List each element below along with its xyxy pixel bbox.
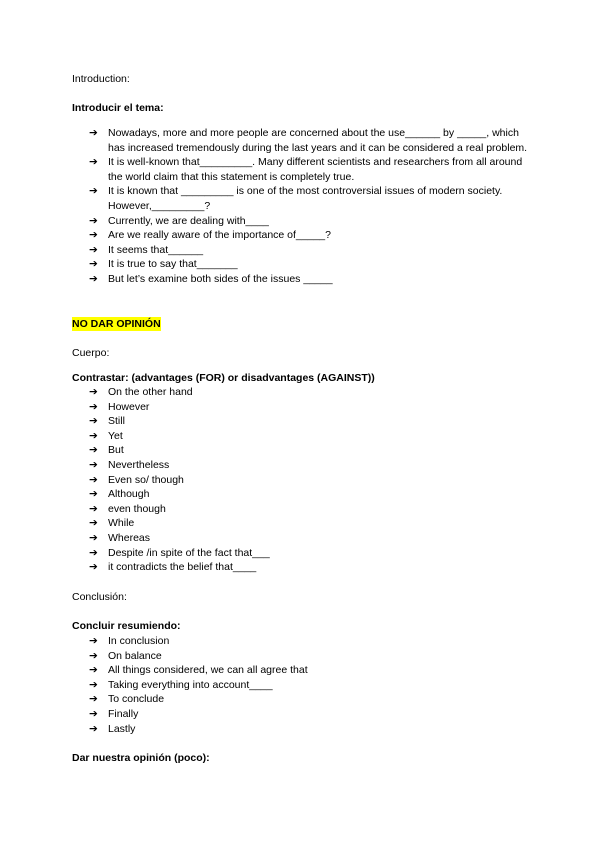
list-item — [89, 649, 529, 664]
list-item-text: even though — [108, 502, 166, 515]
arrow-bullet-icon: ➔ — [89, 400, 98, 413]
list-item-text: On balance — [108, 649, 162, 662]
list-item-text: Lastly — [108, 722, 136, 735]
list-item — [89, 243, 529, 258]
arrow-bullet-icon: ➔ — [89, 156, 98, 169]
list-item — [89, 487, 529, 502]
no-opinion-warning — [72, 318, 161, 330]
arrow-bullet-icon: ➔ — [89, 546, 98, 559]
list-item-text: But — [108, 444, 124, 457]
arrow-bullet-icon: ➔ — [89, 517, 98, 530]
body-subheading: Contrastar: (advantages (FOR) or disadvantages (AGAINST)) — [72, 372, 375, 384]
list-item-text: it contradicts the belief that____ — [108, 561, 257, 574]
list-item-text: While — [108, 517, 135, 530]
list-item — [89, 634, 529, 649]
arrow-bullet-icon: ➔ — [89, 561, 98, 574]
list-item — [89, 707, 529, 722]
highlighted-warning: NO DAR OPINIÓN — [72, 318, 161, 330]
intro-subheading: Introducir el tema: — [72, 102, 164, 114]
list-item-text: Although — [108, 488, 150, 501]
list-item — [89, 155, 529, 184]
list-item — [89, 385, 529, 400]
list-item-text: Whereas — [108, 531, 151, 544]
list-item — [89, 692, 529, 707]
arrow-bullet-icon: ➔ — [89, 444, 98, 457]
list-item — [89, 400, 529, 415]
arrow-bullet-icon: ➔ — [89, 127, 98, 139]
arrow-bullet-icon: ➔ — [89, 649, 98, 662]
list-item — [89, 414, 529, 429]
conclusion-list — [89, 634, 529, 736]
list-item-text: In conclusion — [108, 635, 170, 647]
list-item — [89, 184, 529, 213]
arrow-bullet-icon: ➔ — [89, 272, 98, 285]
body-list — [89, 385, 529, 575]
list-item — [89, 272, 529, 287]
arrow-bullet-icon: ➔ — [89, 458, 98, 471]
list-item — [89, 663, 529, 678]
arrow-bullet-icon: ➔ — [89, 243, 98, 256]
list-item — [89, 516, 529, 531]
list-item — [89, 228, 529, 243]
opinion-subheading: Dar nuestra opinión (poco): — [72, 752, 210, 764]
intro-heading: Introduction: — [72, 73, 130, 85]
conclusion-subheading: Concluir resumiendo: — [72, 620, 181, 632]
list-item — [89, 473, 529, 488]
arrow-bullet-icon: ➔ — [89, 531, 98, 544]
list-item-text: However — [108, 400, 150, 413]
list-item-text: Despite /in spite of the fact that___ — [108, 546, 270, 559]
arrow-bullet-icon: ➔ — [89, 229, 98, 242]
list-item — [89, 429, 529, 444]
arrow-bullet-icon: ➔ — [89, 258, 98, 271]
list-item-text: On the other hand — [108, 386, 193, 398]
conclusion-heading: Conclusión: — [72, 591, 127, 603]
arrow-bullet-icon: ➔ — [89, 429, 98, 442]
list-item — [89, 458, 529, 473]
arrow-bullet-icon: ➔ — [89, 678, 98, 691]
list-item — [89, 678, 529, 693]
list-item-text: It seems that______ — [108, 243, 204, 256]
arrow-bullet-icon: ➔ — [89, 664, 98, 677]
arrow-bullet-icon: ➔ — [89, 214, 98, 227]
list-item-text: Finally — [108, 707, 139, 720]
list-item-text: But let’s examine both sides of the issues _____ — [108, 272, 333, 285]
list-item-text: It is true to say that_______ — [108, 258, 238, 271]
list-item — [89, 214, 529, 229]
list-item — [89, 502, 529, 517]
list-item-text: All things considered, we can all agree that — [108, 664, 308, 677]
body-heading: Cuerpo: — [72, 347, 110, 359]
arrow-bullet-icon: ➔ — [89, 386, 98, 398]
list-item — [89, 443, 529, 458]
list-item-text: Even so/ though — [108, 473, 184, 486]
list-item — [89, 126, 529, 155]
arrow-bullet-icon: ➔ — [89, 722, 98, 735]
list-item-text: Are we really aware of the importance of_____? — [108, 229, 331, 242]
arrow-bullet-icon: ➔ — [89, 415, 98, 428]
list-item-text: To conclude — [108, 693, 165, 706]
arrow-bullet-icon: ➔ — [89, 473, 98, 486]
arrow-bullet-icon: ➔ — [89, 502, 98, 515]
arrow-bullet-icon: ➔ — [89, 185, 98, 198]
arrow-bullet-icon: ➔ — [89, 488, 98, 501]
arrow-bullet-icon: ➔ — [89, 707, 98, 720]
list-item — [89, 722, 529, 737]
list-item — [89, 257, 529, 272]
list-item — [89, 531, 529, 546]
list-item-text: Nowadays, more and more people are concerned about the use______ by _____, which has increased tremendously during the last years and it can be considered a real problem. — [108, 127, 528, 154]
list-item-text: Taking everything into account____ — [108, 678, 273, 691]
intro-list — [89, 126, 529, 287]
list-item-text: Currently, we are dealing with____ — [108, 214, 269, 227]
list-item-text: Still — [108, 415, 125, 428]
list-item-text: It is known that _________ is one of the most controversial issues of modern society. However,_________? — [108, 185, 503, 212]
list-item — [89, 546, 529, 561]
arrow-bullet-icon: ➔ — [89, 635, 98, 647]
list-item-text: It is well-known that_________. Many different scientists and researchers from all around the world claim that this statement is completely true. — [108, 156, 523, 183]
list-item — [89, 560, 529, 575]
list-item-text: Nevertheless — [108, 458, 170, 471]
list-item-text: Yet — [108, 429, 123, 442]
arrow-bullet-icon: ➔ — [89, 693, 98, 706]
